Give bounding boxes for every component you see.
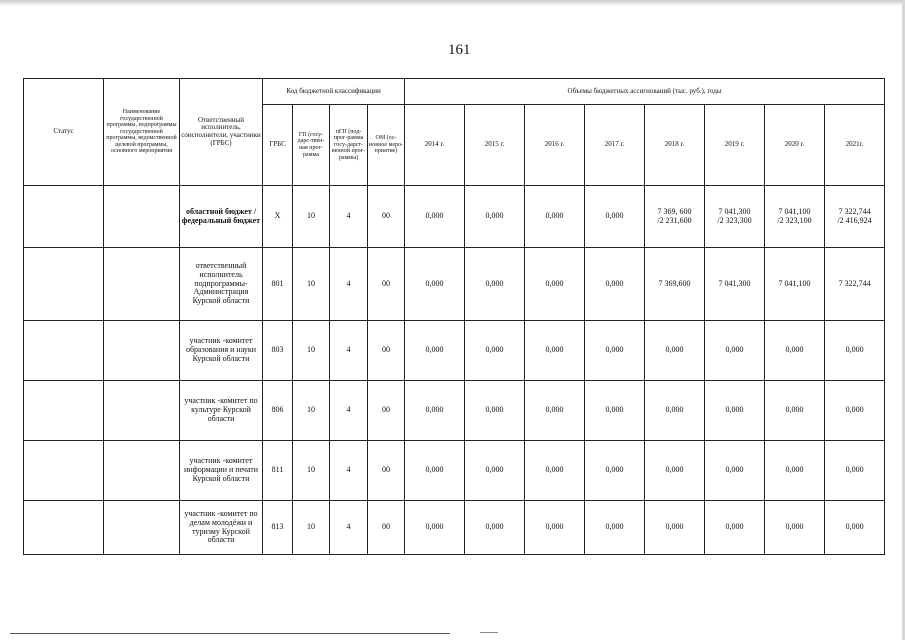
header-year: 2021г. — [825, 105, 885, 186]
header-om: ОМ (ос-новное меро-приятие) — [368, 105, 405, 186]
bottom-mark — [480, 632, 498, 633]
value-2019-federal: /2 323,300 — [717, 215, 752, 225]
scan-top-edge — [0, 0, 905, 6]
program-name-cell — [104, 441, 180, 501]
responsible-cell: участник -комитет по культуре Курской области — [180, 381, 263, 441]
value-2017: 0,000 — [585, 441, 645, 501]
value-2020 — [765, 186, 825, 248]
value-2014: 0,000 — [405, 186, 465, 248]
gp-cell: 10 — [293, 321, 330, 381]
pgp-cell: 4 — [330, 381, 368, 441]
value-2021: 0,000 — [825, 441, 885, 501]
gp-cell: 10 — [293, 441, 330, 501]
value-2015: 0,000 — [465, 186, 525, 248]
header-program-name: Наименование государственной программы, подпрограммы государственной программы, ведомственной целевой программы, основного мероприятия — [104, 79, 180, 186]
value-2020: 0,000 — [765, 381, 825, 441]
value-2015: 0,000 — [465, 441, 525, 501]
responsible-cell: ответственный исполнитель подпрограммы- Администрация Курской области — [180, 248, 263, 321]
status-cell — [24, 501, 104, 555]
responsible-cell: участник -комитет образования и науки Курской области — [180, 321, 263, 381]
pgp-cell: 4 — [330, 186, 368, 248]
page-number: 161 — [448, 42, 471, 58]
value-2018: 0,000 — [645, 321, 705, 381]
gp-cell: 10 — [293, 381, 330, 441]
grbs-cell: 813 — [263, 501, 293, 555]
responsible-cell: областной бюджет /федеральный бюджет — [180, 186, 263, 248]
value-2016: 0,000 — [525, 186, 585, 248]
table-row — [24, 501, 885, 555]
gp-cell: 10 — [293, 501, 330, 555]
value-2016: 0,000 — [525, 248, 585, 321]
header-pgp: пГП (под-прог-рамма госу-дарст-венной прог-раммы) — [330, 105, 368, 186]
header-year: 2014 г. — [405, 105, 465, 186]
value-2021: 0,000 — [825, 321, 885, 381]
value-2019: 0,000 — [705, 321, 765, 381]
value-2014: 0,000 — [405, 381, 465, 441]
value-2018: 0,000 — [645, 381, 705, 441]
header-responsible: Ответственный исполнитель, соисполнители, участники (ГРБС) — [180, 79, 263, 186]
responsible-cell: участник -комитет по делам молодёжи и туризму Курской области — [180, 501, 263, 555]
pgp-cell: 4 — [330, 441, 368, 501]
status-cell — [24, 248, 104, 321]
value-2016: 0,000 — [525, 381, 585, 441]
value-2020-federal: /2 323,100 — [777, 215, 812, 225]
program-name-cell — [104, 186, 180, 248]
value-2015: 0,000 — [465, 381, 525, 441]
om-cell: 00 — [368, 186, 405, 248]
om-cell: 00 — [368, 501, 405, 555]
header-year: 2016 г. — [525, 105, 585, 186]
value-2014: 0,000 — [405, 321, 465, 381]
status-cell — [24, 441, 104, 501]
value-2021: 7 322,744 — [825, 248, 885, 321]
gp-cell: 10 — [293, 186, 330, 248]
status-cell — [24, 321, 104, 381]
value-2016: 0,000 — [525, 321, 585, 381]
value-2017: 0,000 — [585, 381, 645, 441]
grbs-cell: X — [263, 186, 293, 248]
value-2021-total: 7 322,744 — [838, 206, 871, 216]
pgp-cell: 4 — [330, 501, 368, 555]
grbs-cell: 803 — [263, 321, 293, 381]
value-2019: 0,000 — [705, 381, 765, 441]
header-grbs: ГРБС — [263, 105, 293, 186]
table-row — [24, 248, 885, 321]
table-row — [24, 321, 885, 381]
header-year: 2017 г. — [585, 105, 645, 186]
value-2020: 0,000 — [765, 321, 825, 381]
status-cell — [24, 186, 104, 248]
value-2020-total: 7 041,100 — [778, 206, 811, 216]
header-year: 2020 г. — [765, 105, 825, 186]
header-year: 2019 г. — [705, 105, 765, 186]
value-2018 — [645, 186, 705, 248]
value-2019: 7 041,300 — [705, 248, 765, 321]
header-status: Статус — [24, 79, 104, 186]
value-2015: 0,000 — [465, 501, 525, 555]
value-2019: 0,000 — [705, 501, 765, 555]
om-cell: 00 — [368, 381, 405, 441]
responsible-cell: участник -комитет информации и печати Курской области — [180, 441, 263, 501]
header-budget-code: Код бюджетной классификации — [263, 79, 405, 105]
value-2018: 0,000 — [645, 501, 705, 555]
bottom-rule — [10, 633, 450, 634]
header-gp: ГП (госу-дарс-твен-ная прог-рамма — [293, 105, 330, 186]
value-2019: 0,000 — [705, 441, 765, 501]
header-year: 2015 г. — [465, 105, 525, 186]
program-name-cell — [104, 381, 180, 441]
grbs-cell: 806 — [263, 381, 293, 441]
value-2016: 0,000 — [525, 501, 585, 555]
value-2020: 0,000 — [765, 441, 825, 501]
value-2018: 7 369,600 — [645, 248, 705, 321]
grbs-cell: 811 — [263, 441, 293, 501]
om-cell: 00 — [368, 441, 405, 501]
value-2020: 7 041,100 — [765, 248, 825, 321]
om-cell: 00 — [368, 321, 405, 381]
status-cell — [24, 381, 104, 441]
pgp-cell: 4 — [330, 321, 368, 381]
table-row — [24, 381, 885, 441]
program-name-cell — [104, 501, 180, 555]
value-2017: 0,000 — [585, 186, 645, 248]
header-volumes: Объемы бюджетных ассигнований (тыс. руб.), годы — [405, 79, 885, 105]
header-year: 2018 г. — [645, 105, 705, 186]
om-cell: 00 — [368, 248, 405, 321]
value-2017: 0,000 — [585, 321, 645, 381]
value-2021 — [825, 186, 885, 248]
value-2021-federal: /2 416,924 — [837, 215, 872, 225]
budget-table — [23, 78, 885, 555]
program-name-cell — [104, 321, 180, 381]
table-row — [24, 186, 885, 248]
value-2018-federal: /2 231,600 — [657, 215, 692, 225]
value-2019 — [705, 186, 765, 248]
value-2017: 0,000 — [585, 501, 645, 555]
value-2015: 0,000 — [465, 248, 525, 321]
value-2018-total: 7 369, 600 — [657, 206, 692, 216]
value-2016: 0,000 — [525, 441, 585, 501]
pgp-cell: 4 — [330, 248, 368, 321]
value-2018: 0,000 — [645, 441, 705, 501]
value-2014: 0,000 — [405, 248, 465, 321]
program-name-cell — [104, 248, 180, 321]
value-2014: 0,000 — [405, 441, 465, 501]
value-2019-total: 7 041,300 — [718, 206, 751, 216]
value-2014: 0,000 — [405, 501, 465, 555]
table-row — [24, 441, 885, 501]
value-2020: 0,000 — [765, 501, 825, 555]
value-2021: 0,000 — [825, 501, 885, 555]
gp-cell: 10 — [293, 248, 330, 321]
value-2015: 0,000 — [465, 321, 525, 381]
grbs-cell: 801 — [263, 248, 293, 321]
value-2021: 0,000 — [825, 381, 885, 441]
value-2017: 0,000 — [585, 248, 645, 321]
